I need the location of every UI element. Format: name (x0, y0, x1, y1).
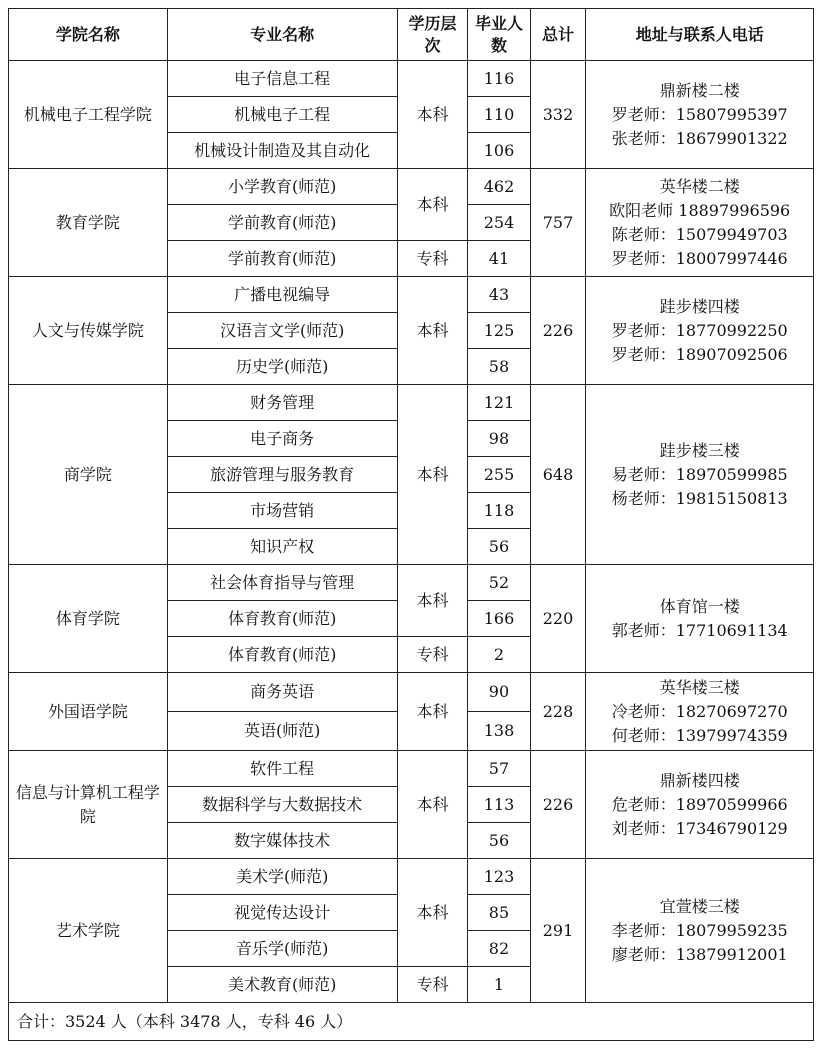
major-name: 学前教育(师范) (167, 241, 397, 277)
graduate-count: 98 (468, 421, 530, 457)
college-name: 商学院 (9, 385, 168, 565)
table-row (9, 565, 814, 601)
education-level: 本科 (397, 751, 468, 859)
graduate-count: 166 (468, 601, 530, 637)
college-total: 291 (530, 859, 586, 1003)
graduate-count: 121 (468, 385, 530, 421)
college-name: 体育学院 (9, 565, 168, 673)
major-name: 体育教育(师范) (167, 601, 397, 637)
graduate-count: 56 (468, 823, 530, 859)
major-name: 软件工程 (167, 751, 397, 787)
contact-phone: 罗老师：15807995397 (611, 104, 788, 124)
major-name: 美术学(师范) (167, 859, 397, 895)
graduate-count: 2 (468, 637, 530, 673)
contact-address: 英华楼二楼 (659, 176, 740, 196)
graduate-count: 58 (468, 349, 530, 385)
table-body (9, 61, 814, 1003)
graduate-count: 125 (468, 313, 530, 349)
contact-phone: 陈老师：15079949703 (611, 224, 788, 244)
contact-phone: 危老师：18970599966 (611, 794, 788, 814)
major-name: 电子信息工程 (167, 61, 397, 97)
contact-phone: 冷老师：18270697270 (611, 701, 788, 721)
major-name: 英语(师范) (167, 712, 397, 751)
major-name: 小学教育(师范) (167, 169, 397, 205)
contact-phone: 易老师：18970599985 (611, 464, 788, 484)
graduate-count: 82 (468, 931, 530, 967)
college-total: 648 (530, 385, 586, 565)
contact-phone: 李老师：18079959235 (611, 920, 788, 940)
graduate-count: 56 (468, 529, 530, 565)
major-name: 数据科学与大数据技术 (167, 787, 397, 823)
table-row (9, 673, 814, 712)
graduate-count: 52 (468, 565, 530, 601)
college-name: 外国语学院 (9, 673, 168, 751)
major-name: 机械设计制造及其自动化 (167, 133, 397, 169)
contact-info (586, 751, 814, 859)
contact-info (586, 673, 814, 751)
college-name: 机械电子工程学院 (9, 61, 168, 169)
contact-address: 鼎新楼二楼 (659, 80, 740, 100)
graduate-count: 57 (468, 751, 530, 787)
header-grads: 毕业人数 (468, 9, 530, 61)
college-total: 226 (530, 277, 586, 385)
contact-address: 英华楼三楼 (659, 677, 740, 697)
table-row (9, 169, 814, 205)
contact-phone: 郭老师：17710691134 (611, 620, 788, 640)
college-name: 教育学院 (9, 169, 168, 277)
graduate-count: 254 (468, 205, 530, 241)
contact-info (586, 385, 814, 565)
graduate-count: 110 (468, 97, 530, 133)
education-level: 本科 (397, 169, 468, 241)
table-row (9, 277, 814, 313)
college-total: 228 (530, 673, 586, 751)
education-level: 专科 (397, 967, 468, 1003)
major-name: 音乐学(师范) (167, 931, 397, 967)
graduates-table (8, 8, 814, 1041)
contact-phone: 何老师：13979974359 (611, 725, 788, 745)
contact-info (586, 277, 814, 385)
graduate-count: 113 (468, 787, 530, 823)
graduate-count: 462 (468, 169, 530, 205)
graduate-count: 90 (468, 673, 530, 712)
major-name: 美术教育(师范) (167, 967, 397, 1003)
contact-info (586, 565, 814, 673)
education-level: 本科 (397, 277, 468, 385)
major-name: 电子商务 (167, 421, 397, 457)
contact-address: 宜萱楼三楼 (659, 896, 740, 916)
major-name: 历史学(师范) (167, 349, 397, 385)
summary-text: 合计：3524 人（本科 3478 人，专科 46 人） (9, 1003, 814, 1041)
contact-address: 跬步楼四楼 (659, 296, 740, 316)
contact-address: 鼎新楼四楼 (659, 770, 740, 790)
major-name: 广播电视编导 (167, 277, 397, 313)
major-name: 学前教育(师范) (167, 205, 397, 241)
major-name: 体育教育(师范) (167, 637, 397, 673)
table-row (9, 751, 814, 787)
graduate-count: 123 (468, 859, 530, 895)
college-total: 757 (530, 169, 586, 277)
contact-address: 体育馆一楼 (659, 596, 740, 616)
major-name: 商务英语 (167, 673, 397, 712)
graduate-count: 41 (468, 241, 530, 277)
graduate-count: 118 (468, 493, 530, 529)
graduate-count: 85 (468, 895, 530, 931)
graduate-count: 1 (468, 967, 530, 1003)
header-major: 专业名称 (167, 9, 397, 61)
college-name: 人文与传媒学院 (9, 277, 168, 385)
contact-address: 跬步楼三楼 (659, 440, 740, 460)
graduate-count: 106 (468, 133, 530, 169)
header-contact: 地址与联系人电话 (586, 9, 814, 61)
major-name: 财务管理 (167, 385, 397, 421)
college-total: 226 (530, 751, 586, 859)
graduate-count: 255 (468, 457, 530, 493)
major-name: 汉语言文学(师范) (167, 313, 397, 349)
table-row (9, 859, 814, 895)
graduate-count: 138 (468, 712, 530, 751)
college-total: 332 (530, 61, 586, 169)
contact-phone: 刘老师：17346790129 (611, 818, 788, 838)
header-row (9, 9, 814, 61)
contact-info (586, 61, 814, 169)
major-name: 知识产权 (167, 529, 397, 565)
education-level: 专科 (397, 241, 468, 277)
major-name: 数字媒体技术 (167, 823, 397, 859)
education-level: 本科 (397, 673, 468, 751)
header-level: 学历层次 (397, 9, 468, 61)
graduate-count: 43 (468, 277, 530, 313)
college-name: 信息与计算机工程学院 (9, 751, 168, 859)
table-row (9, 61, 814, 97)
education-level: 本科 (397, 565, 468, 637)
college-total: 220 (530, 565, 586, 673)
education-level: 专科 (397, 637, 468, 673)
contact-phone: 罗老师：18907092506 (611, 344, 788, 364)
education-level: 本科 (397, 859, 468, 967)
contact-phone: 罗老师：18770992250 (611, 320, 788, 340)
major-name: 旅游管理与服务教育 (167, 457, 397, 493)
contact-phone: 罗老师：18007997446 (611, 248, 788, 268)
contact-phone: 张老师：18679901322 (611, 128, 788, 148)
major-name: 机械电子工程 (167, 97, 397, 133)
table-row (9, 385, 814, 421)
major-name: 市场营销 (167, 493, 397, 529)
header-total: 总计 (530, 9, 586, 61)
college-name: 艺术学院 (9, 859, 168, 1003)
summary-row (9, 1003, 814, 1041)
contact-info (586, 169, 814, 277)
contact-phone: 廖老师：13879912001 (611, 944, 788, 964)
education-level: 本科 (397, 385, 468, 565)
contact-phone: 欧阳老师 18897996596 (609, 200, 791, 220)
contact-phone: 杨老师：19815150813 (611, 488, 788, 508)
header-college: 学院名称 (9, 9, 168, 61)
graduate-count: 116 (468, 61, 530, 97)
education-level: 本科 (397, 61, 468, 169)
contact-info (586, 859, 814, 1003)
major-name: 社会体育指导与管理 (167, 565, 397, 601)
major-name: 视觉传达设计 (167, 895, 397, 931)
